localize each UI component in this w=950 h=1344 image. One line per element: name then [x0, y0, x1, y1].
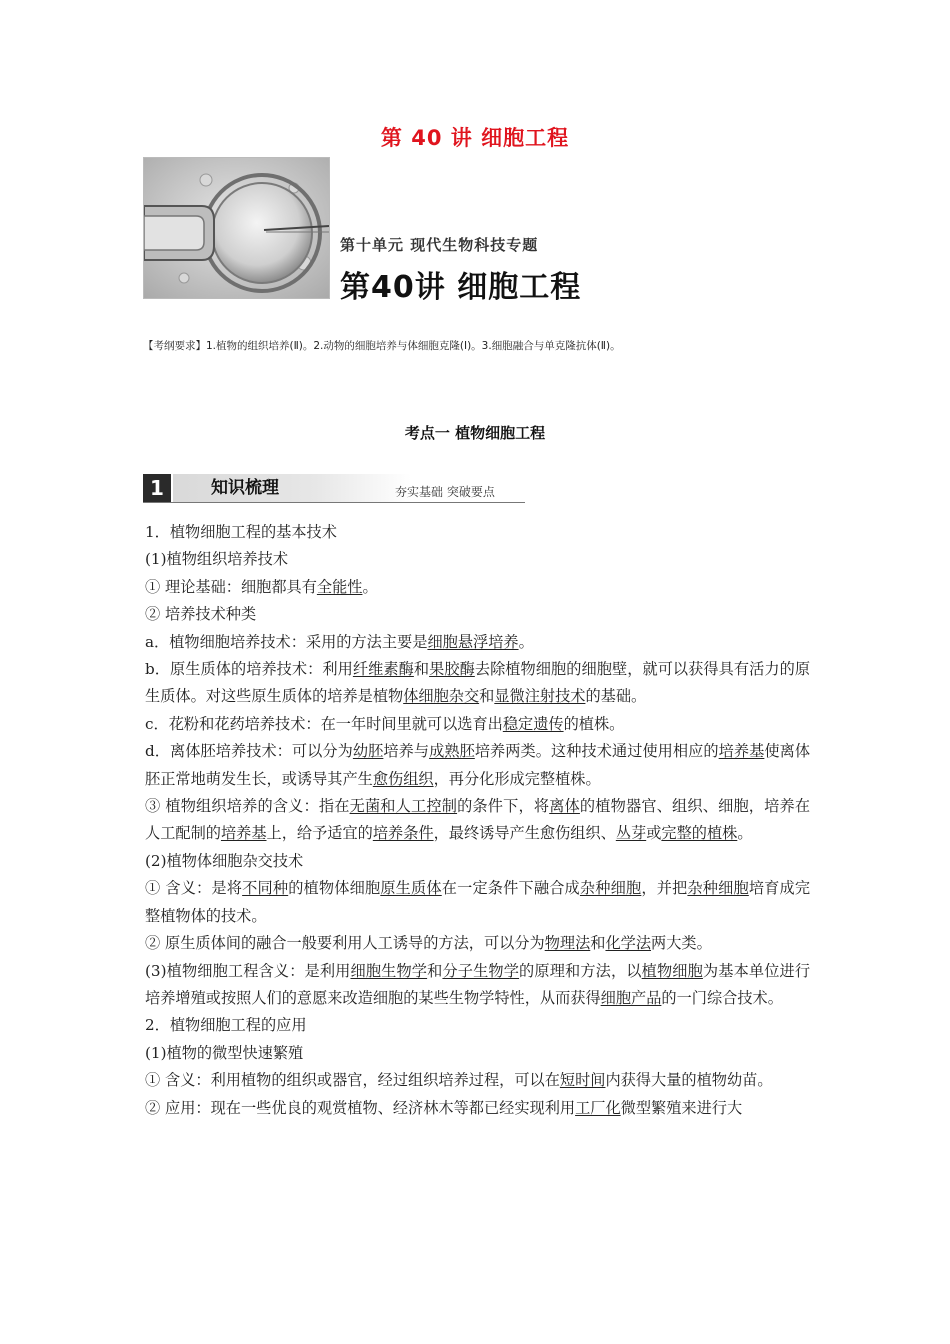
text-run: ① 理论基础：细胞都具有	[145, 577, 317, 596]
text-run: 去除植物细胞的细胞壁，就可以获得具有活力的原生质体。对这些原生质体的培养是植物	[145, 660, 811, 706]
answer-term: 丛芽	[615, 824, 647, 843]
body-paragraph	[145, 875, 810, 930]
answer-term: 全能性	[316, 577, 363, 596]
answer-term: 完整的植株	[661, 824, 738, 843]
body-paragraph	[145, 711, 810, 738]
body-paragraph	[145, 848, 810, 875]
section-number-badge: 1	[143, 474, 171, 502]
lesson-body-text	[145, 519, 810, 1122]
text-run: 和	[479, 687, 495, 706]
text-run: 微型繁殖来进行大	[620, 1098, 743, 1117]
answer-term: 细胞产品	[600, 988, 662, 1007]
text-run: (2)植物体细胞杂交技术	[145, 851, 304, 870]
text-run: ② 培养技术种类	[145, 605, 257, 624]
body-paragraph	[145, 738, 810, 793]
lecture-banner-title: 第40讲 细胞工程	[340, 270, 582, 305]
body-paragraph	[145, 1012, 810, 1039]
answer-term: 培养基	[718, 742, 765, 761]
body-paragraph	[145, 1040, 810, 1067]
text-run: 和	[413, 660, 430, 679]
unit-subtitle: 第十单元 现代生物科技专题	[340, 236, 539, 254]
text-run: 的植物器官、组织、细胞，培养在人工配制的	[145, 797, 811, 843]
text-run: b．原生质体的培养技术：利用	[145, 660, 353, 679]
syllabus-requirements: 【考纲要求】1.植物的组织培养(Ⅱ)。2.动物的细胞培养与体细胞克隆(Ⅰ)。3.细胞融合与单克隆抗体(Ⅱ)。	[143, 340, 621, 352]
microinjection-photo	[143, 157, 330, 299]
text-run: 。	[518, 632, 534, 651]
answer-term: 果胶酶	[429, 660, 475, 679]
text-run: ，最终诱导产生愈伤组织、	[433, 824, 616, 843]
answer-term: 分子生物学	[442, 961, 520, 980]
answer-term: 细胞生物学	[350, 961, 428, 980]
text-run: 使离体胚正常地萌发生长，或诱导其产生	[145, 742, 811, 788]
text-run: 的基础。	[585, 687, 647, 706]
body-paragraph	[145, 1067, 810, 1094]
answer-term: 体细胞杂交	[403, 687, 480, 706]
answer-term: 幼胚	[352, 742, 384, 761]
text-run: 或	[646, 824, 662, 843]
text-run: ③ 植物组织培养的含义：指在	[145, 797, 350, 816]
body-paragraph	[145, 574, 810, 601]
text-run: a．植物细胞培养技术：采用的方法主要是	[145, 632, 428, 651]
text-run: 的原理和方法，以	[519, 961, 642, 980]
answer-term: 细胞悬浮培养	[427, 632, 519, 651]
text-run: 。	[737, 824, 753, 843]
text-run: c．花粉和花药培养技术：在一年时间里就可以选育出	[145, 714, 503, 733]
text-run: (3)植物细胞工程含义：是利用	[145, 961, 351, 980]
answer-term: 无菌和人工控制	[349, 797, 458, 816]
text-run: 在一定条件下融合成	[441, 879, 580, 898]
divider-line	[143, 502, 525, 503]
body-paragraph	[145, 930, 810, 957]
text-run: 培育成完整植物体的技术。	[145, 879, 811, 925]
answer-term: 稳定遗传	[502, 714, 564, 733]
text-run: 的植物体细胞	[288, 879, 381, 898]
body-paragraph	[145, 519, 810, 546]
answer-term: 短时间	[559, 1071, 606, 1090]
text-run: 的条件下，将	[457, 797, 550, 816]
text-run: ① 含义：利用植物的组织或器官，经过组织培养过程，可以在	[145, 1071, 560, 1090]
body-paragraph	[145, 629, 810, 656]
text-run: ，并把	[641, 879, 688, 898]
answer-term: 原生质体	[380, 879, 442, 898]
answer-term: 物理法	[544, 934, 591, 953]
answer-term: 植物细胞	[641, 961, 703, 980]
text-run: ② 原生质体间的融合一般要利用人工诱导的方法，可以分为	[145, 934, 545, 953]
text-run: 和	[427, 961, 443, 980]
text-run: 为基本单位进行培养增殖或按照人们的意愿来改造细胞的某些生物学特性，从而获得	[145, 961, 811, 1007]
text-run: 培养与	[383, 742, 430, 761]
answer-term: 纤维素酶	[352, 660, 414, 679]
text-run: 两大类。	[651, 934, 712, 953]
text-run: ② 应用：现在一些优良的观赏植物、经济林木等都已经实现利用	[145, 1098, 576, 1117]
answer-term: 培养基	[220, 824, 267, 843]
text-run: (1)植物组织培养技术	[145, 550, 289, 569]
answer-term: 培养条件	[372, 824, 434, 843]
text-run: 1．植物细胞工程的基本技术	[145, 523, 337, 541]
text-run: ① 含义：是将	[145, 879, 243, 898]
answer-term: 离体	[549, 797, 580, 816]
text-run: (1)植物的微型快速繁殖	[145, 1043, 304, 1062]
answer-term: 工厂化	[575, 1098, 621, 1117]
text-run: 。	[362, 577, 378, 596]
answer-term: 不同种	[242, 879, 289, 898]
text-run: 内获得大量的植物幼苗。	[605, 1071, 773, 1090]
text-run: 培养两类。这种技术通过使用相应的	[474, 742, 719, 761]
text-run: ，再分化形成完整植株。	[433, 769, 601, 788]
answer-term: 显微注射技术	[494, 687, 586, 706]
text-run: d．离体胚培养技术：可以分为	[145, 742, 353, 761]
body-paragraph	[145, 958, 810, 1013]
answer-term: 杂种细胞	[687, 879, 749, 898]
knowledge-review-bar	[143, 474, 525, 504]
text-run: 2．植物细胞工程的应用	[145, 1016, 307, 1035]
body-paragraph	[145, 601, 810, 628]
text-run: 上，给予适宜的	[266, 824, 373, 843]
answer-term: 愈伤组织	[372, 769, 434, 788]
body-paragraph	[145, 1095, 810, 1122]
text-run: 的一门综合技术。	[661, 988, 783, 1007]
knowledge-review-title: 知识梳理	[211, 478, 279, 498]
knowledge-review-slogan: 夯实基础 突破要点	[395, 485, 495, 499]
knowledge-tab-background	[173, 474, 411, 502]
answer-term: 成熟胚	[429, 742, 475, 761]
answer-term: 杂种细胞	[579, 879, 642, 898]
answer-term: 化学法	[605, 934, 652, 953]
text-run: 和	[590, 934, 606, 953]
body-paragraph	[145, 546, 810, 573]
body-paragraph	[145, 793, 810, 848]
egg-cell-microinjection-image	[144, 158, 329, 298]
text-run: 的植株。	[563, 714, 625, 733]
section-heading: 考点一 植物细胞工程	[404, 424, 546, 442]
body-paragraph	[145, 656, 810, 711]
document-title: 第 40 讲 细胞工程	[380, 126, 570, 150]
